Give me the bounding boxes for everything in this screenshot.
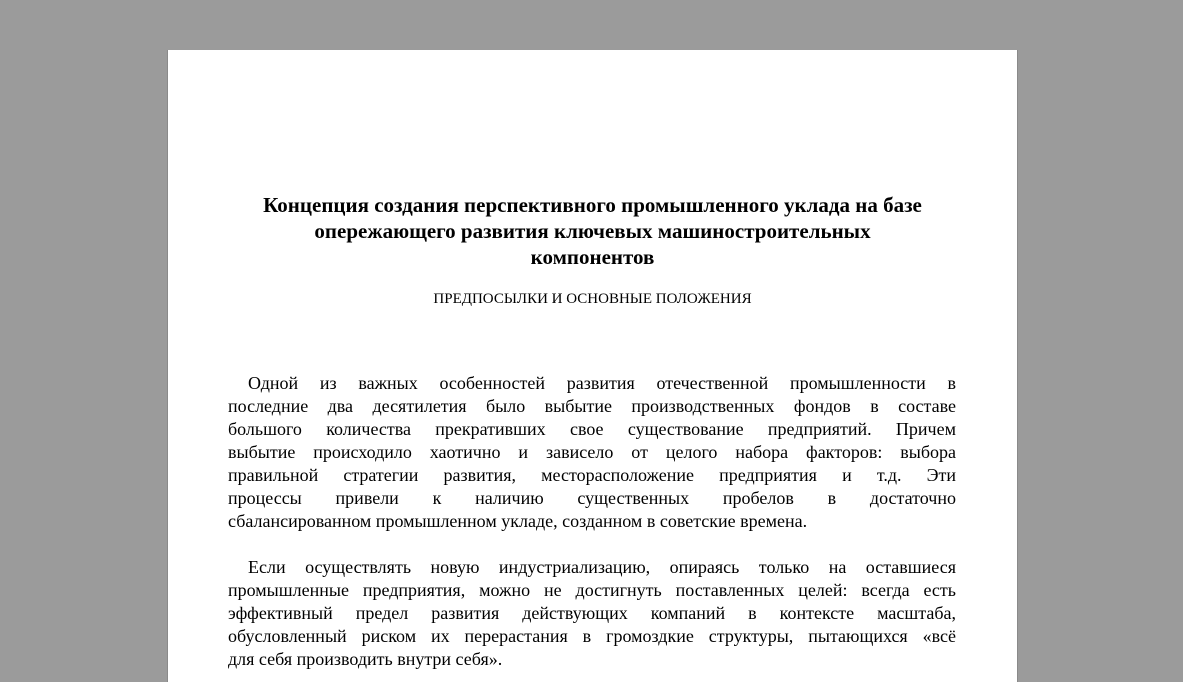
paragraph-line: Одной из важных особенностей развития отечественной промышленности в [248, 373, 956, 393]
title-line: Концепция создания перспективного промышленного уклада на базе [263, 193, 922, 217]
document-subtitle: ПРЕДПОСЫЛКИ И ОСНОВНЫЕ ПОЛОЖЕНИЯ [433, 291, 752, 307]
paragraph-line: выбытие происходило хаотично и зависело от целого набора факторов: выбора [228, 442, 956, 462]
paragraph-line: сбалансированном промышленном укладе, созданном в советские времена. [228, 511, 808, 531]
title-line: компонентов [530, 245, 655, 269]
paragraph-line: эффективный предел развития действующих компаний в контексте масштаба, [228, 603, 956, 623]
paragraph-1 [228, 372, 956, 533]
paragraph-line: обусловленный риском их перерастания в громоздкие структуры, пытающихся «всё [228, 626, 956, 646]
paragraph-line: процессы привели к наличию существенных пробелов в достаточно [228, 488, 956, 508]
title-line: опережающего развития ключевых машиностроительных [314, 219, 871, 243]
paragraph-line: большого количества прекративших свое существование предприятий. Причем [228, 419, 956, 439]
document-page [168, 50, 1017, 682]
paragraph-line: промышленные предприятия, можно не достигнуть поставленных целей: всегда есть [228, 580, 956, 600]
paragraph-line: для себя производить внутри себя». [228, 649, 503, 669]
paragraph-line: последние два десятилетия было выбытие производственных фондов в составе [228, 396, 956, 416]
paragraph-line: Если осуществлять новую индустриализацию, опираясь только на оставшиеся [248, 557, 956, 577]
paragraph-2 [228, 556, 956, 671]
paragraph-line: правильной стратегии развития, месторасположение предприятия и т.д. Эти [228, 465, 956, 485]
document-title [168, 192, 1017, 270]
